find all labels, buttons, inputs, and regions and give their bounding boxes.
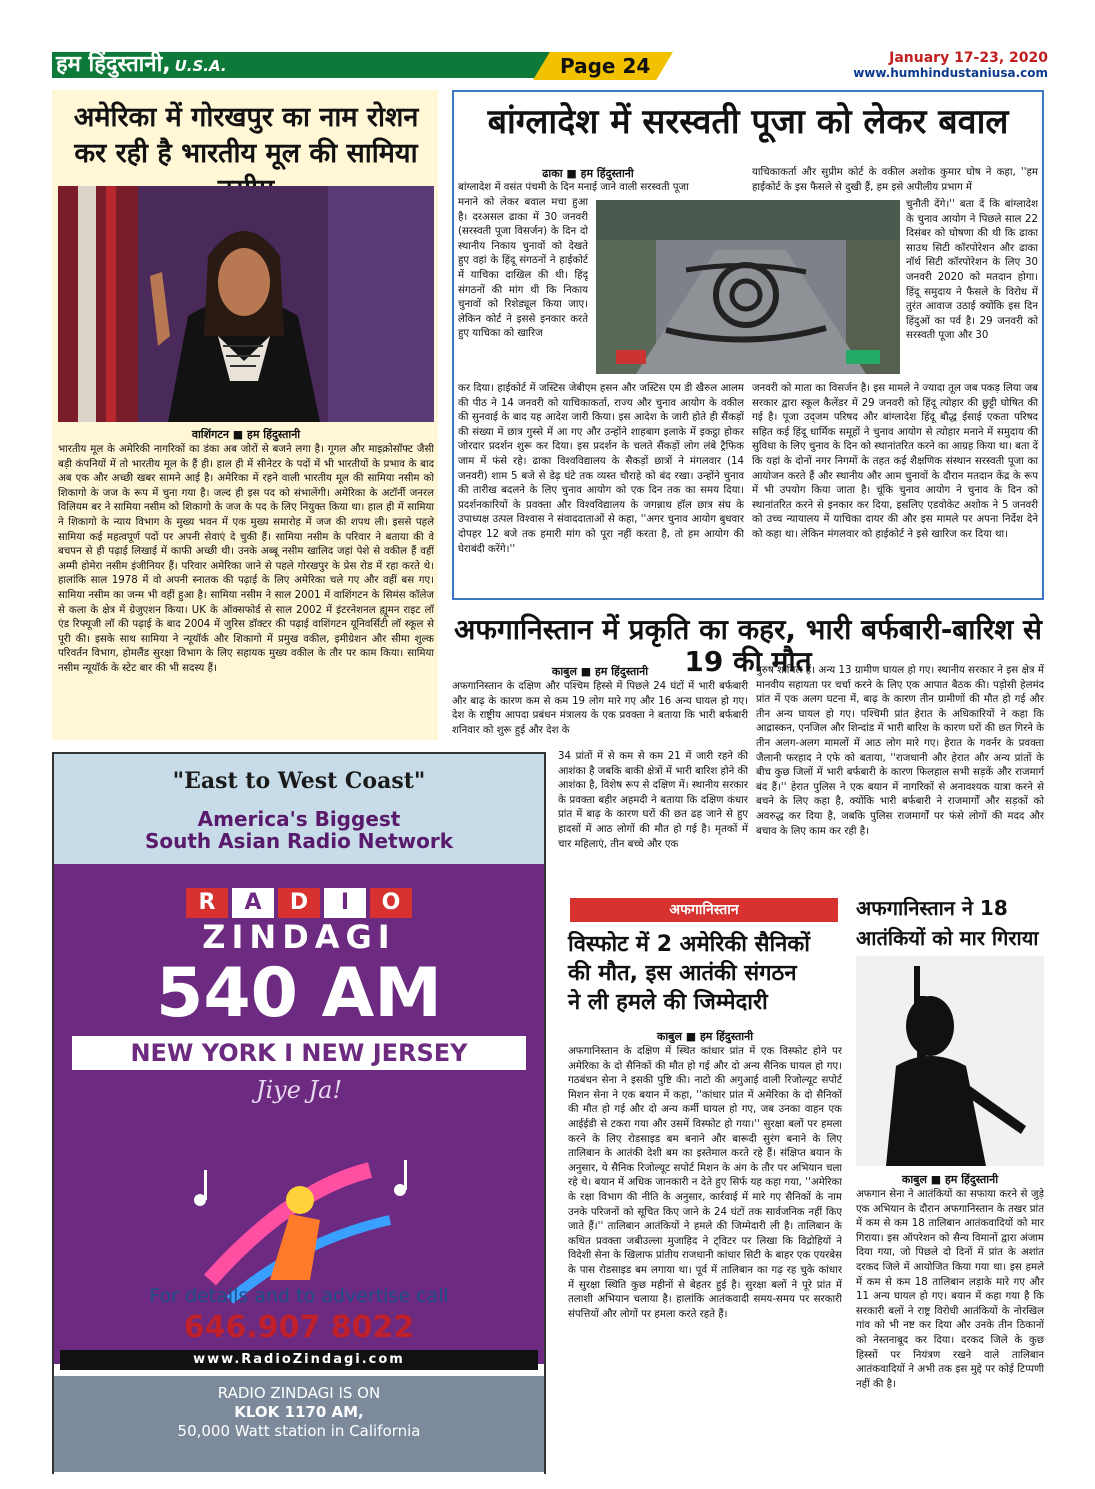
blast-body: अफगानिस्तान के दक्षिण में स्थित कांधार प्रांत में एक विस्फोट होने पर अमेरिका के दो सैनिकों की मौत हो गई और दो अन्य सैनिक घायल हो गए। गठबंधन सेना ने इसकी पुष्टि की। नाटो की अगुआई वाली रिजोल्यूट सपोर्ट मिशन सेना ने एक बयान में कहा, ''कांधार प्रांत में अमेरिका के दो सैनिकों की मौत हो गई और दो अन्य कर्मी घायल हो गए, जब उनका वाहन एक आईईडी से टकरा गया और उसमें विस्फोट हो गया।'' सुरक्षा बलों पर हमला करने के लिए रोडसाइड बम बनाने और बारूदी सुरंग बनाने के लिए तालिबान के आतंकी देशी बम का इस्तेमाल करते रहे हैं। संक्षिप्त बयान के अनुसार, ये सैनिक रिजोल्यूट सपोर्ट मिशन के अंग के तौर पर अभियान चला रहे थे। बयान में अधिक जानकारी न देते हुए सिर्फ यह कहा गया, ''अमेरिका के रक्षा विभाग की नीति के अनुसार, कार्रवाई में मारे गए सैनिकों के नाम उनके परिजनों को सूचित किए जाने के 24 घंटों तक सार्वजनिक नहीं किए जाते हैं।'' तालिबान आतंकियों ने हमले की जिम्मेदारी ली है। तालिबान के कथित प्रवक्ता जबीउल्ला मुजाहिद ने ट्विटर पर लिखा कि विद्रोहियों ने विदेशी सेना के खिलाफ प्रांतीय राजधानी कांधार सिटी के बाहर एक एयरबेस के पास रोडसाइड बम लगाया था। पूर्व में तालिबान का गढ़ रह चुके कांधार में सुरक्षा स्थिति कुछ महीनों से बेहतर हुई है। सुरक्षा बलों ने पूरे प्रांत में तलाशी अभियान चलाया है। हालांकि आतंकवादी समय-समय पर सरकारी संपत्तियों और लोगों पर हमला करते रहते हैं। (568, 1046, 842, 1320)
ad-details: For details and to advertise call (149, 1285, 449, 1307)
blast-headline-line3: ने ली हमले की जिम्मेदारी (568, 990, 768, 1015)
ad-subtitle (54, 808, 544, 852)
issue-date: January 17-23, 2020 (889, 50, 1048, 66)
website-url[interactable]: www.humhindustaniusa.com (853, 66, 1048, 80)
weather-byline: काबुल ■ हम हिंदुस्तानी (551, 665, 649, 678)
bangladesh-col-left-wide: कर दिया। हाईकोर्ट में जस्टिस जेबीएम हसन और जस्टिस एम डी खैरुल आलम की पीठ ने 14 जनवरी को याचिकाकर्ता, राज्य और चुनाव आयोग के वकील की सुनवाई के बाद यह आदेश जारी किया। इस आदेश के जारी होते ही सैंकड़ों की संख्या में छात्र गुस्से में आ गए और उन्होंने शाहबाग इलाके में इकट्ठा होकर जोरदार प्रदर्शन शुरू कर दिया। इस प्रदर्शन के चलते सैंकड़ों लोग लंबे ट्रैफिक जाम में फंसे रहे। ढाका विश्वविद्यालय के सैकड़ों छात्रों ने मंगलवार (14 जनवरी) शाम 5 बजे से डेढ़ घंटे तक व्यस्त चौराहे को बंद रखा। उन्होंने चुनाव की तारीख बदलने के लिए चुनाव आयोग को एक दिन तक का समय दिया। प्रदर्शनकारियों के प्रवक्ता और विश्वविद्यालय के जगन्नाथ हॉल छात्र संघ के उपाध्यक्ष उत्पल विश्वास ने संवाददाताओं से कहा, ''अगर चुनाव आयोग बुधवार दोपहर 12 बजे तक हमारी मांग को पूरा नहीं करता है, तो हम आयोग की घेराबंदी करेंगे।'' (458, 383, 744, 555)
bangladesh-col-right-wide: जनवरी को माता का विसर्जन है। इस मामले ने ज्यादा तूल जब पकड़ लिया जब सरकार द्वारा स्कूल कैलेंडर में 29 जनवरी को हिंदू त्योहार की छुट्टी घोषित की गई है। पूजा उद्जम परिषद और बांग्लादेश हिंदू बौद्ध ईसाई एकता परिषद सहित कई हिंदू धार्मिक समूहों ने चुनाव आयोग से त्योहार मनाने में समुदाय की सुविधा के लिए चुनाव के दिन को स्थानांतरित करने का आग्रह किया था। बता दें कि यहां के दोनों नगर निगमों के तहत कई शैक्षणिक संस्थान सरस्वती पूजा का आयोजन करते हैं और स्थानीय और आम चुनावों के दौरान मतदान केंद्र के रूप में भी उपयोग किया जाता है। चूंकि चुनाव आयोग ने चुनाव के दिन को स्थानांतरित करने से इनकार कर दिया, इसलिए एडवोकेट अशोक ने 5 जनवरी को उच्च न्यायालय में याचिका दायर की और इस मामले पर अपना निर्देश देने को कहा था। लेकिन मंगलवार को हाईकोर्ट ने इसे खारिज कर दिया था। (752, 383, 1038, 540)
ad-website[interactable]: www.RadioZindagi.com (60, 1350, 538, 1370)
ad-region: NEW YORK I NEW JERSEY (72, 1036, 526, 1070)
taliban-headline-line2: आतंकियों को मार गिराया (856, 926, 1039, 950)
naseem-body: भारतीय मूल के अमेरिकी नागरिकों का डंका अब जोरों से बजने लगा है। गूगल और माइक्रोसॉफ्ट जैसी बड़ी कंपनियों में तो भारतीय मूल के हैं ही। हाल ही में सीनेटर के पदों में भी भारतीयों के प्रभाव के बाद अब एक और अच्छी खबर सामने आई है। अमेरिका में रहने वाली भारतीय मूल की सामिया नसीम को शिकागो के जज के रूप में चुना गया है। जल्द ही इस पद को संभालेंगी। अमेरिका के अटॉर्नी जनरल विलियम बर ने सामिया नसीम को शिकागो के जज के पद के लिए नियुक्त किया था। हाल ही में सामिया ने शिकागो के न्याय विभाग के मुख्य भवन में एक मुख्य समारोह में जज की शपथ ली। इससे पहले सामिया कई महत्वपूर्ण पदों पर अपनी सेवाएं दे चुकी हैं। सामिया नसीम के परिवार ने बताया की वे बचपन से ही पढ़ाई लिखाई में काफी अच्छी थी। उनके अब्बू नसीम खालिद जहां पेशे से वकील हैं वहीं अम्मी होमेरा नसीम इंजीनियर हैं। परिवार अमेरिका जाने से पहले गोरखपुर के प्रेस रोड में रहा करते थे। हालांकि साल 1978 में वो अपनी स्नातक की पढ़ाई के लिए अमेरिका चले गए और वहीं बस गए। सामिया नसीम का जन्म भी वहीं हुआ है। सामिया नसीम ने साल 2001 में वाशिंगटन के सिमंस कॉलेज से कला के क्षेत्र में ग्रेजुएशन किया। UK के ऑक्सफोर्ड से साल 2002 में इंटरनेशनल ह्यूमन राइट लॉ एंड रिफ्यूजी लॉ की पढ़ाई के बाद 2004 में जुरिस डॉक्टर की पढ़ाई वाशिंगटन यूनिवर्सिटी लॉ स्कूल से पूरी की। इसके साथ सामिया ने न्यूयॉर्क और शिकागो में प्रमुख वकील, इमीग्रेशन और सीमा शुल्क परिवर्तन विभाग, होमलैंड सुरक्षा विभाग के लिए सहायक मुख्य वकील के तौर पर काम किया। सामिया नसीम न्यूयॉर्क के स्टेट बार की भी सदस्य हैं। (58, 444, 434, 674)
weather-headline: अफगानिस्तान में प्रकृति का कहर, भारी बर्फबारी-बारिश से 19 की मौत (454, 613, 1042, 679)
ad-footer-line3: 50,000 Watt station in California (177, 1422, 421, 1440)
militant-photo (856, 956, 1044, 1166)
bangladesh-col-left-narrow: मनाने को लेकर बवाल मचा हुआ है। दरअसल ढाका में 30 जनवरी (सरस्वती पूजा विसर्जन) के दिन दो स्थानीय निकाय चुनावों को देखते हुए वहां के हिंदू संगठनों ने हाईकोर्ट में याचिका दाखिल की थी। हिंदू संगठनों की मांग थी कि निकाय चुनावों को रिशेड्यूल किया जाए। लेकिन कोर्ट ने इससे इनकार करते हुए याचिका को खारिज (458, 197, 588, 340)
weather-col-left-top: अफगानिस्तान के दक्षिण और पश्चिम हिस्से में पिछले 24 घंटों में भारी बर्फबारी और बाढ़ के कारण कम से कम 19 लोग मारे गए और 16 अन्य घायल हो गए। देश के राष्ट्रीय आपदा प्रबंधन मंत्रालय के एक प्रवक्ता ने बताया कि भारी बर्फबारी शनिवार को शुरू हुई और देश के (452, 681, 748, 736)
radio-letter: D (278, 888, 320, 918)
ad-zindagi: ZINDAGI (202, 918, 396, 956)
militant-silhouette-icon (856, 956, 1044, 1166)
radio-letter: I (324, 888, 366, 918)
taliban-byline: काबुल ■ हम हिंदुस्तानी (901, 1173, 999, 1186)
bangladesh-col-right-narrow: चुनौती देंगे।'' बता दें कि बांग्लादेश के चुनाव आयोग ने पिछले साल 22 दिसंबर को घोषणा की थी कि ढाका साउथ सिटी कॉरपोरेशन और ढाका नॉर्थ सिटी कॉरपोरेशन के लिए 30 जनवरी 2020 को मतदान होगा। हिंदू समुदाय ने फैसले के विरोध में तुरंत आवाज उठाई क्योंकि इस दिन हिंदुओं का पर्व है। 29 जनवरी को सरस्वती पूजा और 30 (906, 199, 1038, 342)
dhaka-protest-graphic (596, 200, 900, 374)
taliban-body: अफगान सेना ने आतंकियों का सफाया करने से जुड़े एक अभियान के दौरान अफगानिस्तान के तखर प्रांत में कम से कम 18 तालिबान आतंकवादियों को मार गिराया। इस ऑपरेशन को सैन्य विमानों द्वारा अंजाम दिया गया, जो पिछले दो दिनों में प्रांत के अशांत दरकद जिले में आयोजित किया गया था। इस हमले में कम से कम 18 तालिबान लड़ाके मारे गए और 11 अन्य घायल हो गए। बयान में कहा गया है कि सरकारी बलों ने राष्ट्र विरोधी आतंकियों के नोरखिल गांव को भी नष्ट कर दिया और उनके तीन ठिकानों को नेस्तनाबूद कर दिया। दरकद जिले के कुछ हिस्सों पर नियंत्रण रखने वाले तालिबान आतंकवादियों ने अभी तक इस मुद्दे पर कोई टिप्पणी नहीं की है। (856, 1189, 1044, 1390)
radio-letter: R (186, 888, 228, 918)
ad-subtitle-line2: South Asian Radio Network (144, 829, 454, 853)
dhaka-protest-photo (596, 200, 900, 374)
ad-footer-line1: RADIO ZINDAGI IS ON (217, 1384, 381, 1402)
blast-byline: काबुल ■ हम हिंदुस्तानी (656, 1030, 754, 1043)
radio-letter-row (186, 888, 412, 918)
blast-headline-line1: विस्फोट में 2 अमेरिकी सैनिकों (568, 932, 810, 957)
naseem-headline-line1: अमेरिका में गोरखपुर का नाम रोशन (73, 102, 419, 133)
ad-subtitle-line1: America's Biggest (197, 807, 401, 831)
masthead (56, 52, 227, 79)
radio-letter: O (370, 888, 412, 918)
ad-footer (54, 1384, 544, 1441)
bangladesh-headline: बांग्लादेश में सरस्वती पूजा को लेकर बवाल (487, 102, 1009, 142)
weather-col-right: पुरुष शामिल हैं। अन्य 13 ग्रामीण घायल हो गए। स्थानीय सरकार ने इस क्षेत्र में मानवीय सहायता पर चर्चा करने के लिए एक आपात बैठक की। पड़ोसी हेलमंद प्रांत में एक अलग घटना में, बाढ़ के कारण तीन ग्रामीणों की मौत हो गई और तीन अन्य घायल हो गए। पश्चिमी प्रांत हेरात के अधिकारियों ने कहा कि आद्रास्कन, एनजिल और शिन्दांड में भारी बारिश के कारण घरों की छत गिरने के तीन अलग-अलग मामलों में आठ लोग मारे गए। हेरात के गवर्नर के प्रवक्ता जैलानी फरहाद ने एफे को बताया, ''राजधानी और हेरात और अन्य प्रांतों के बीच कुछ जिलों में भारी बर्फबारी के कारण फिलहाल सभी सड़कें और राजमार्ग बंद हैं।'' हेरात पुलिस ने एक बयान में नागरिकों से अनावश्यक यात्रा करने से बचने के लिए कहा है, क्योंकि भारी बर्फबारी ने राजमार्गों और सड़कों को अवरुद्ध कर दिया है, जबकि पुलिस राजमार्गों पर फंसे लोगों की मदद और बचाव के लिए काम कर रही है। (756, 665, 1044, 837)
bangladesh-intro: बांग्लादेश में वसंत पंचमी के दिन मनाई जाने वाली सरस्वती पूजा (458, 182, 689, 193)
bangladesh-byline: ढाका ■ हम हिंदुस्तानी (542, 167, 634, 180)
masthead-title: हम हिंदुस्तानी, (56, 52, 171, 77)
ad-phone[interactable]: 646.907 8022 (183, 1310, 415, 1345)
ad-frequency: 540 AM (156, 954, 442, 1033)
taliban-headline (856, 893, 1044, 953)
radio-letter: A (232, 888, 274, 918)
blast-headline-line2: की मौत, इस आतंकी संगठन (568, 961, 797, 986)
masthead-suffix: U.S.A. (174, 57, 227, 75)
bangladesh-col-right-top: याचिकाकर्ता और सुप्रीम कोर्ट के वकील अशोक कुमार घोष ने कहा, ''हम हाईकोर्ट के इस फैसले से दुखी हैं, हम इसे अपीलीय प्रभाग में (752, 167, 1038, 193)
taliban-headline-line1: अफगानिस्तान ने 18 (856, 896, 1008, 920)
naseem-photo (58, 186, 434, 422)
ad-footer-line2: KLOK 1170 AM, (234, 1403, 364, 1421)
naseem-headline-line2: कर रही है भारतीय मूल की सामिया (74, 138, 418, 169)
naseem-byline: वाशिंगटन ■ हम हिंदुस्तानी (191, 428, 301, 441)
ad-slogan: Jiye Ja! (255, 1076, 343, 1104)
naseem-photo-graphic (58, 186, 434, 422)
ad-tagline: "East to West Coast" (172, 768, 426, 794)
blast-headline (568, 930, 842, 1017)
page-number: Page 24 (560, 54, 651, 78)
weather-col-left-bottom: 34 प्रांतों में से कम से कम 21 में जारी रहने की आशंका है जबकि बाकी क्षेत्रों में भारी बारिश होने की आशंका है, विशेष रूप से दक्षिण में। स्थानीय सरकार के प्रवक्ता बहीर अहमदी ने बताया कि दक्षिण कंधार प्रांत में बाढ़ के कारण घरों की छत ढह जाने से हुए हादसों में आठ लोगों की मौत हो गई है। मृतकों में चार महिलाएं, तीन बच्चे और एक (558, 751, 748, 850)
blast-section-tag: अफगानिस्तान (570, 898, 838, 922)
